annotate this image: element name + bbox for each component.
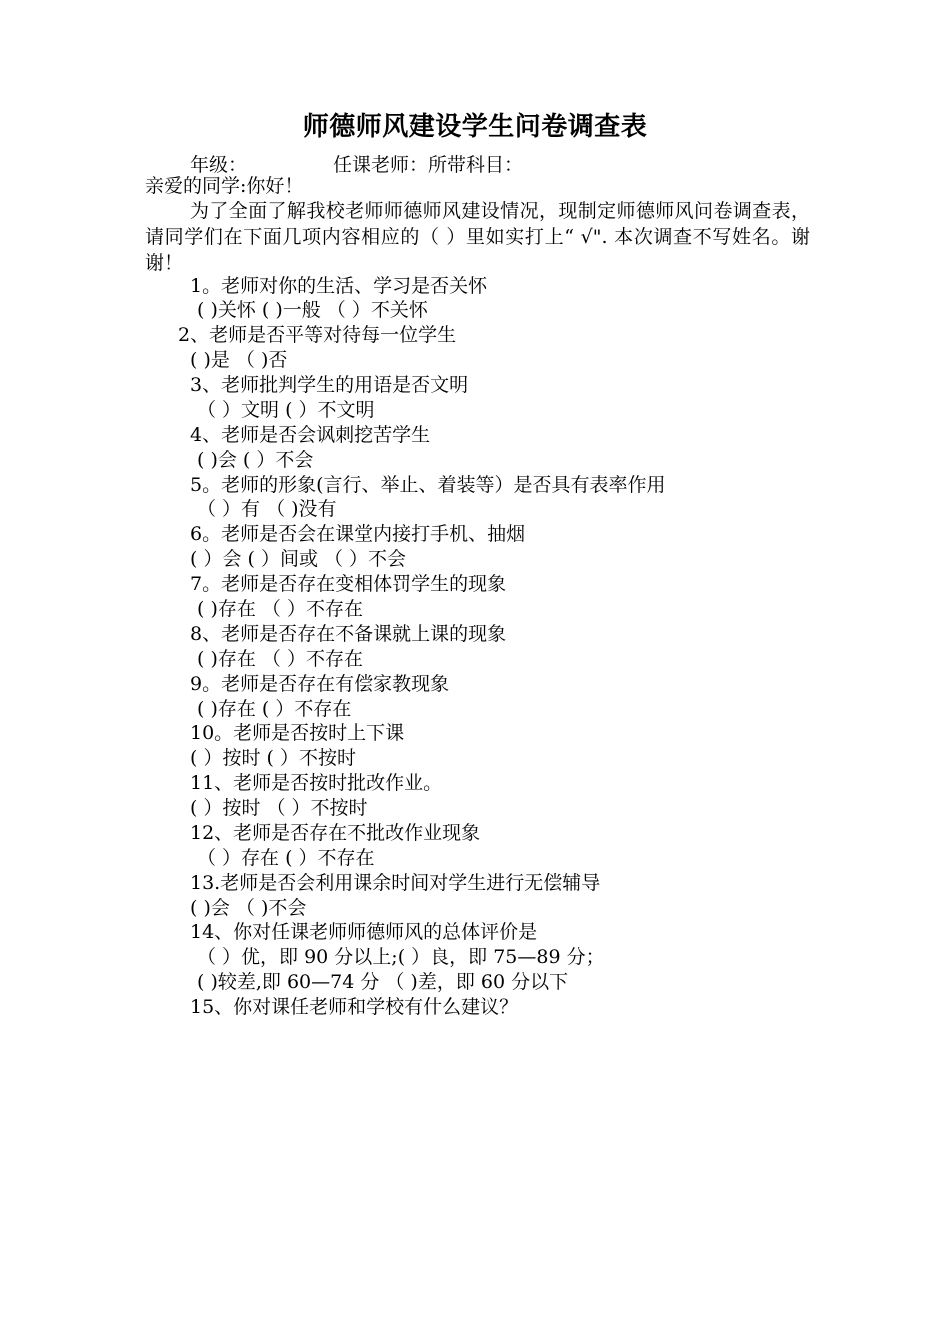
teacher-label: 任课老师：所带科目： [333, 154, 524, 176]
question-4: 4、老师是否会讽刺挖苦学生 [190, 424, 431, 446]
options-13: ( )会 （ )不会 [190, 897, 307, 919]
grade-label: 年级： [190, 154, 248, 176]
options-7: ( )存在 （ ）不存在 [197, 598, 363, 620]
greeting: 亲爱的同学:你好！ [145, 175, 304, 197]
intro-paragraph: 为了全面了解我校老师师德师风建设情况，现制定师德师风问卷调查表，请同学们在下面几项内容相应的（ ）里如实打上“ √". 本次调查不写姓名。谢谢！ [145, 200, 810, 274]
question-13: 13.老师是否会利用课余时间对学生进行无偿辅导 [190, 872, 601, 894]
question-7: 7。老师是否存在变相体罚学生的现象 [190, 573, 507, 595]
options-1: ( )关怀 ( )一般 （ ）不关怀 [197, 299, 428, 321]
options-10: ( ）按时 ( ）不按时 [190, 747, 356, 769]
options-12: （ ）存在 ( ）不存在 [197, 847, 375, 869]
options-4: ( )会 ( ）不会 [197, 449, 314, 471]
header-fields [190, 150, 523, 177]
question-12: 12、老师是否存在不批改作业现象 [190, 822, 481, 844]
options-9: ( )存在 ( ）不存在 [197, 698, 352, 720]
question-10: 10。老师是否按时上下课 [190, 722, 405, 744]
question-2: 2、老师是否平等对待每一位学生 [178, 324, 457, 346]
question-15: 15、你对课任老师和学校有什么建议？ [190, 996, 519, 1018]
options-3: （ ）文明 ( ）不文明 [197, 399, 375, 421]
question-14: 14、你对任课老师师德师风的总体评价是 [190, 921, 538, 943]
options-8: ( )存在 （ ）不存在 [197, 648, 363, 670]
question-1: 1。老师对你的生活、学习是否关怀 [190, 275, 488, 297]
question-6: 6。老师是否会在课堂内接打手机、抽烟 [190, 523, 526, 545]
question-11: 11、老师是否按时批改作业。 [190, 772, 443, 794]
page-title: 师德师风建设学生问卷调查表 [302, 112, 648, 142]
question-9: 9。老师是否存在有偿家教现象 [190, 673, 450, 695]
options-5: （ ）有 （ )没有 [197, 498, 337, 520]
question-3: 3、老师批判学生的用语是否文明 [190, 374, 469, 396]
question-8: 8、老师是否存在不备课就上课的现象 [190, 623, 507, 645]
options-6: ( ）会 ( ）间或 （ ）不会 [190, 548, 407, 570]
options-14b: ( )较差,即 60—74 分 （ )差，即 60 分以下 [197, 971, 569, 993]
options-2: ( )是 （ )否 [190, 349, 288, 371]
options-11: ( ）按时 （ ）不按时 [190, 797, 368, 819]
question-5: 5。老师的形象(言行、举止、着装等）是否具有表率作用 [190, 474, 666, 496]
options-14a: （ ）优，即 90 分以上;( ）良，即 75—89 分； [197, 946, 605, 968]
